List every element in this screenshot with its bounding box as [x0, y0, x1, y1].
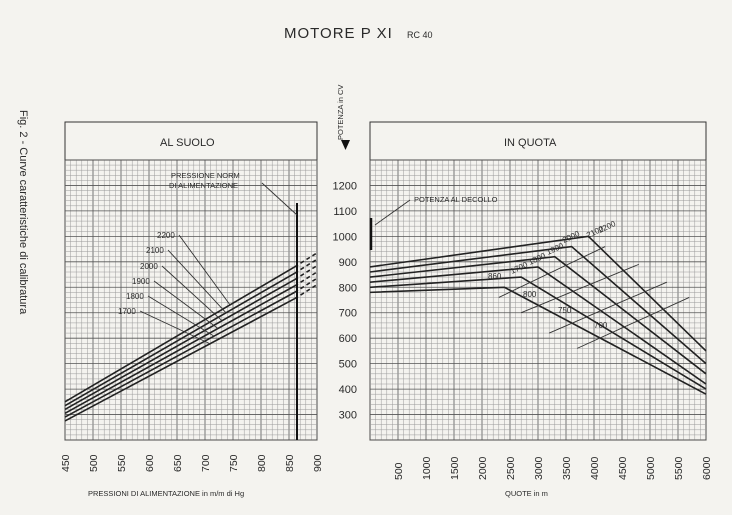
manifold-label-700: 700: [594, 321, 608, 330]
axis-arrow-icon: [341, 140, 350, 150]
manifold-label-750: 750: [558, 306, 572, 315]
series-label-2200: 2200: [597, 219, 617, 235]
manifold-label-800: 800: [523, 290, 537, 299]
annotation-potenza-al-decollo: POTENZA AL DECOLLO: [414, 195, 498, 204]
y-tick-label: 700: [338, 307, 357, 320]
x-tick-label: 1500: [449, 456, 461, 480]
panel-right-xlabel: QUOTE in m: [505, 489, 548, 498]
x-tick-label: 5000: [645, 456, 657, 480]
series-label-1900: 1900: [545, 241, 565, 257]
panel-left-series: [65, 253, 317, 421]
figure-title: MOTORE P XI: [284, 25, 393, 42]
y-tick-label: 1100: [333, 205, 357, 218]
y-tick-label: 300: [338, 409, 357, 422]
x-tick-label: 500: [393, 462, 405, 480]
series-label-1700: 1700: [509, 260, 529, 276]
figure-title-suffix: RC 40: [407, 30, 433, 40]
x-tick-label: 750: [228, 454, 240, 472]
figure-caption: Fig. 2 - Curve caratteristiche di calibratura: [17, 110, 29, 315]
y-tick-label: 1000: [332, 231, 357, 244]
series-line-1700: [65, 299, 295, 421]
y-tick-label: 800: [338, 282, 357, 295]
annotation-leader-left: [262, 183, 297, 215]
x-tick-label: 450: [60, 454, 72, 472]
y-tick-label: 500: [338, 358, 357, 371]
x-tick-label: 550: [116, 454, 128, 472]
shared-y-ticks: [333, 180, 357, 421]
y-tick-label: 1200: [332, 180, 357, 193]
y-tick-label: 900: [338, 256, 357, 269]
series-label-2000: 2000: [561, 229, 581, 245]
series-label-1700: 1700: [118, 307, 136, 316]
series-line-1800: [65, 292, 295, 417]
series-label-2000: 2000: [140, 262, 158, 271]
x-tick-label: 500: [88, 454, 100, 472]
x-tick-label: 2500: [505, 456, 517, 480]
x-tick-label: 6000: [701, 456, 713, 480]
y-tick-label: 600: [338, 333, 357, 346]
series-label-1800: 1800: [126, 292, 144, 301]
shared-y-axis: [333, 85, 357, 422]
panel-in-quota: [370, 122, 713, 498]
x-tick-label: 850: [284, 454, 296, 472]
series-line-2000: [65, 280, 295, 410]
series-line-2100: [65, 273, 295, 405]
panel-right-title: IN QUOTA: [504, 137, 557, 149]
x-tick-label: 2000: [477, 456, 489, 480]
x-tick-label: 1000: [421, 456, 433, 480]
panel-left-xlabel: PRESSIONI DI ALIMENTAZIONE in m/m di Hg: [88, 489, 245, 498]
series-label-2200: 2200: [157, 231, 175, 240]
x-tick-label: 700: [200, 454, 212, 472]
series-label-1900: 1900: [132, 277, 150, 286]
x-tick-label: 3000: [533, 456, 545, 480]
x-tick-label: 4000: [589, 456, 601, 480]
panel-right-x-ticks: [393, 456, 713, 480]
series-label-2100: 2100: [585, 224, 605, 240]
manifold-label-860: 860: [488, 272, 502, 281]
x-tick-label: 650: [172, 454, 184, 472]
panel-left-x-ticks: [60, 454, 324, 472]
x-tick-label: 600: [144, 454, 156, 472]
x-tick-label: 900: [312, 454, 324, 472]
x-tick-label: 5500: [673, 456, 685, 480]
x-tick-label: 4500: [617, 456, 629, 480]
panel-al-suolo: [60, 122, 324, 498]
y-tick-label: 400: [338, 384, 357, 397]
x-tick-label: 3500: [561, 456, 573, 480]
annotation-pressione-norm: PRESSIONE NORM: [171, 171, 240, 180]
shared-axis-label: POTENZA in CV: [336, 84, 345, 140]
series-label-1800: 1800: [527, 251, 547, 267]
series-label-2100: 2100: [146, 246, 164, 255]
panel-left-title: AL SUOLO: [160, 137, 215, 149]
x-tick-label: 800: [256, 454, 268, 472]
annotation-di-alimentazione: DI ALIMENTAZIONE: [169, 181, 239, 190]
